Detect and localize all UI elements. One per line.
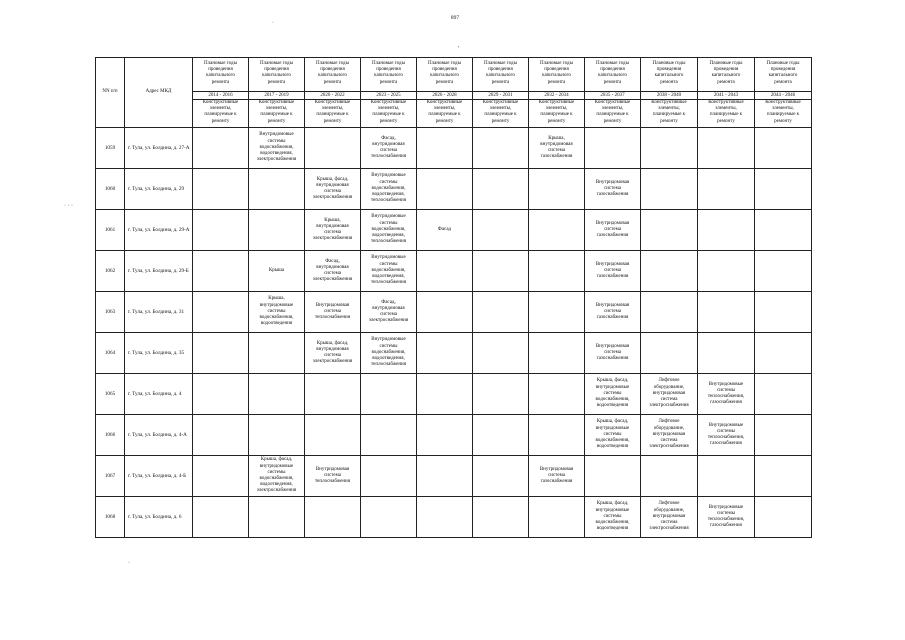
column-header-years: 2029 - 2031	[473, 92, 529, 100]
repair-elements-cell	[249, 210, 305, 251]
repair-elements-cell	[361, 497, 417, 538]
repair-elements-cell: Внутридомовая система газоснабжения	[529, 456, 585, 497]
repair-elements-cell	[193, 210, 249, 251]
column-header-years: 2017 - 2019	[249, 92, 305, 100]
repair-elements-cell: Фасад, внутридомовая система электроснабжения	[361, 292, 417, 333]
repair-elements-cell	[698, 333, 755, 374]
repair-elements-cell: Крыша, внутридомовая система электроснабжения	[305, 210, 361, 251]
repair-elements-cell	[529, 374, 585, 415]
repair-elements-cell	[585, 128, 641, 169]
row-address: г. Тула, ул. Болдина, д. 27-А	[125, 128, 193, 169]
column-header-period: Плановые годы проведения капитального ремонта	[641, 58, 698, 92]
repair-elements-cell: Внутридомовая система теплоснабжения	[305, 292, 361, 333]
repair-elements-cell	[193, 128, 249, 169]
repair-elements-cell	[193, 251, 249, 292]
column-header-elements: Конструктивные элементы, планируемые к ремонту	[698, 100, 755, 128]
repair-elements-cell: Внутридомовые системы водоснабжения, водоотведения, теплоснабжения	[361, 251, 417, 292]
repair-elements-cell	[529, 251, 585, 292]
column-header-period: Плановые годы проведения капитального ремонта	[473, 58, 529, 92]
header-row-elements	[96, 100, 812, 128]
repair-elements-cell	[193, 497, 249, 538]
repair-elements-cell	[361, 374, 417, 415]
repair-elements-cell	[641, 128, 698, 169]
repair-elements-cell	[193, 456, 249, 497]
repair-elements-cell	[417, 292, 473, 333]
repair-elements-cell	[698, 169, 755, 210]
row-address: г. Тула, ул. Болдина, д. 4-Б	[125, 456, 193, 497]
repair-elements-cell: Крыша, внутридомовые системы водоснабжения, водоотведения	[249, 292, 305, 333]
repair-elements-cell: Крыша, фасад, внутридомовая система электроснабжения	[305, 169, 361, 210]
repair-elements-cell	[641, 333, 698, 374]
scan-speck: · · ·	[64, 203, 73, 209]
repair-elements-cell	[641, 210, 698, 251]
repair-elements-cell	[529, 497, 585, 538]
column-header-elements: Конструктивные элементы, планируемые к ремонту	[755, 100, 812, 128]
scan-speck: ·	[272, 20, 274, 26]
row-address: г. Тула, ул. Болдина, д. 4	[125, 374, 193, 415]
repair-elements-cell	[305, 374, 361, 415]
repair-elements-cell	[755, 169, 812, 210]
repair-elements-cell: Лифтовое оборудование, внутридомовая система электроснабжения	[641, 497, 698, 538]
repair-elements-cell	[755, 292, 812, 333]
column-header-period: Плановые годы проведения капитального ремонта	[698, 58, 755, 92]
repair-elements-cell	[193, 415, 249, 456]
column-header-address: Адрес МКД	[125, 58, 193, 128]
repair-elements-cell	[698, 210, 755, 251]
repair-elements-cell	[529, 292, 585, 333]
repair-elements-cell	[193, 333, 249, 374]
repair-elements-cell: Внутридомовая система газоснабжения	[585, 169, 641, 210]
repair-elements-cell	[249, 374, 305, 415]
repair-elements-cell	[755, 251, 812, 292]
repair-elements-cell	[249, 497, 305, 538]
column-header-period: Плановые годы проведения капитального ремонта	[305, 58, 361, 92]
repair-elements-cell: Внутридомовые системы водоснабжения, водоотведения, теплоснабжения	[361, 210, 417, 251]
header-row-periods	[96, 58, 812, 92]
repair-elements-cell: Крыша, фасад, внутридомовая система электроснабжения	[305, 333, 361, 374]
column-header-elements: Конструктивные элементы, планируемые к ремонту	[417, 100, 473, 128]
column-header-period: Плановые годы проведения капитального ремонта	[193, 58, 249, 92]
repair-elements-cell: Внутридомовая система теплоснабжения	[305, 456, 361, 497]
column-header-period: Плановые годы проведения капитального ремонта	[249, 58, 305, 92]
capital-repair-table	[95, 57, 812, 538]
table-row	[96, 456, 812, 497]
repair-elements-cell	[473, 456, 529, 497]
repair-elements-cell	[417, 169, 473, 210]
row-number: 1066	[96, 415, 125, 456]
repair-elements-cell	[417, 456, 473, 497]
repair-elements-cell: Фасад	[417, 210, 473, 251]
repair-elements-cell: Крыша, фасад, внутридомовые системы водоснабжения, водоотведения	[585, 497, 641, 538]
table-row	[96, 251, 812, 292]
column-header-elements: Конструктивные элементы, планируемые к ремонту	[361, 100, 417, 128]
column-header-years: 2023 - 2025	[361, 92, 417, 100]
repair-elements-cell	[641, 169, 698, 210]
column-header-years: 2014 - 2016	[193, 92, 249, 100]
repair-elements-cell	[473, 374, 529, 415]
column-header-period: Плановые годы проведения капитального ремонта	[417, 58, 473, 92]
row-number: 1067	[96, 456, 125, 497]
table-row	[96, 169, 812, 210]
repair-elements-cell	[698, 456, 755, 497]
repair-elements-cell	[193, 292, 249, 333]
column-header-years: 2041 - 2043	[698, 92, 755, 100]
row-number: 1061	[96, 210, 125, 251]
repair-elements-cell	[473, 210, 529, 251]
column-header-elements: Конструктивные элементы, планируемые к ремонту	[529, 100, 585, 128]
repair-elements-cell: Внутридомовая система газоснабжения	[585, 292, 641, 333]
row-address: г. Тула, ул. Болдина, д. 6	[125, 497, 193, 538]
repair-elements-cell	[698, 251, 755, 292]
repair-elements-cell	[473, 497, 529, 538]
column-header-years: 2044 - 2046	[755, 92, 812, 100]
table-row	[96, 333, 812, 374]
repair-elements-cell: Внутридомовые системы теплоснабжения, газоснабжения	[698, 415, 755, 456]
header-row-years	[96, 92, 812, 100]
column-header-period: Плановые годы проведения капитального ремонта	[361, 58, 417, 92]
repair-elements-cell: Крыша, фасад, внутридомовые системы водоснабжения, водоотведения, электроснабжения	[249, 456, 305, 497]
repair-elements-cell: Крыша, внутридомовая система газоснабжения	[529, 128, 585, 169]
row-number: 1065	[96, 374, 125, 415]
repair-elements-cell: Лифтовое оборудование, внутридомовая система электроснабжения	[641, 415, 698, 456]
repair-elements-cell: Внутридомовые системы водоснабжения, водоотведения, теплоснабжения	[361, 169, 417, 210]
row-address: г. Тула, ул. Болдина, д. 35	[125, 333, 193, 374]
repair-elements-cell	[417, 497, 473, 538]
row-address: г. Тула, ул. Болдина, д. 31	[125, 292, 193, 333]
repair-elements-cell	[755, 210, 812, 251]
repair-elements-cell: Внутридомовая система газоснабжения	[585, 251, 641, 292]
column-header-period: Плановые годы проведения капитального ремонта	[755, 58, 812, 92]
repair-elements-cell	[529, 169, 585, 210]
column-header-period: Плановые годы проведения капитального ремонта	[585, 58, 641, 92]
table-row	[96, 292, 812, 333]
repair-elements-cell	[305, 128, 361, 169]
column-header-years: 2035 - 2037	[585, 92, 641, 100]
scan-speck: '	[458, 46, 460, 52]
repair-elements-cell	[641, 456, 698, 497]
table-row	[96, 128, 812, 169]
repair-elements-cell	[193, 169, 249, 210]
column-header-number: NN п/п	[96, 58, 125, 128]
repair-elements-cell	[529, 415, 585, 456]
column-header-years: 2032 - 2034	[529, 92, 585, 100]
column-header-elements: Конструктивные элементы, планируемые к ремонту	[249, 100, 305, 128]
repair-elements-cell	[641, 292, 698, 333]
row-address: г. Тула, ул. Болдина, д. 29	[125, 169, 193, 210]
repair-elements-cell	[249, 169, 305, 210]
repair-elements-cell: Внутридомовые системы водоснабжения, водоотведения, теплоснабжения	[361, 333, 417, 374]
repair-elements-cell	[473, 251, 529, 292]
repair-elements-cell	[473, 292, 529, 333]
repair-elements-cell	[529, 333, 585, 374]
repair-elements-cell	[305, 497, 361, 538]
repair-elements-cell: Внутридомовая система газоснабжения	[585, 210, 641, 251]
repair-elements-cell	[249, 415, 305, 456]
repair-elements-cell	[417, 415, 473, 456]
repair-elements-cell	[529, 210, 585, 251]
repair-elements-cell	[755, 415, 812, 456]
repair-elements-cell	[417, 251, 473, 292]
table-row	[96, 415, 812, 456]
row-number: 1063	[96, 292, 125, 333]
repair-elements-cell	[361, 456, 417, 497]
scan-speck: ·	[128, 560, 130, 566]
repair-elements-cell	[698, 292, 755, 333]
column-header-elements: Конструктивные элементы, планируемые к ремонту	[305, 100, 361, 128]
row-number: 1064	[96, 333, 125, 374]
repair-elements-cell: Лифтовое оборудование, внутридомовая система электроснабжения	[641, 374, 698, 415]
column-header-years: 2020 - 2022	[305, 92, 361, 100]
page-number: 897	[450, 15, 460, 21]
row-address: г. Тула, ул. Болдина, д. 29-Б	[125, 251, 193, 292]
repair-elements-cell: Внутридомовая система газоснабжения	[585, 333, 641, 374]
column-header-years: 2026 - 2028	[417, 92, 473, 100]
repair-elements-cell	[193, 374, 249, 415]
repair-elements-cell	[305, 415, 361, 456]
repair-elements-cell: Внутридомовые системы теплоснабжения, газоснабжения	[698, 497, 755, 538]
row-number: 1059	[96, 128, 125, 169]
column-header-years: 2038 - 2040	[641, 92, 698, 100]
repair-elements-cell	[361, 415, 417, 456]
row-address: г. Тула, ул. Болдина, д. 4-А	[125, 415, 193, 456]
repair-elements-cell	[417, 374, 473, 415]
table-row	[96, 497, 812, 538]
column-header-elements: Конструктивные элементы, планируемые к ремонту	[473, 100, 529, 128]
repair-elements-cell	[585, 456, 641, 497]
column-header-elements: Конструктивные элементы, планируемые к ремонту	[585, 100, 641, 128]
column-header-elements: Конструктивные элементы, планируемые к ремонту	[641, 100, 698, 128]
column-header-period: Плановые годы проведения капитального ремонта	[529, 58, 585, 92]
repair-elements-cell	[417, 333, 473, 374]
repair-elements-cell: Крыша, фасад, внутридомовые системы водоснабжения, водоотведения	[585, 374, 641, 415]
repair-elements-cell	[473, 169, 529, 210]
row-number: 1060	[96, 169, 125, 210]
repair-elements-cell: Фасад, внутридомовая система теплоснабжения	[361, 128, 417, 169]
repair-elements-cell	[641, 251, 698, 292]
repair-elements-cell	[755, 128, 812, 169]
repair-elements-cell: Крыша	[249, 251, 305, 292]
repair-elements-cell	[755, 374, 812, 415]
repair-elements-cell: Фасад, внутридомовая система электроснабжения	[305, 251, 361, 292]
table-row	[96, 374, 812, 415]
row-number: 1068	[96, 497, 125, 538]
repair-elements-cell: Внутридомовые системы водоснабжения, водоотведения, электроснабжения	[249, 128, 305, 169]
repair-elements-cell	[473, 333, 529, 374]
repair-elements-cell: Внутридомовые системы теплоснабжения, газоснабжения	[698, 374, 755, 415]
repair-elements-cell	[417, 128, 473, 169]
repair-elements-cell: Крыша, фасад, внутридомовые системы водоснабжения, водоотведения	[585, 415, 641, 456]
row-address: г. Тула, ул. Болдина, д. 29-А	[125, 210, 193, 251]
column-header-elements: Конструктивные элементы, планируемые к ремонту	[193, 100, 249, 128]
repair-elements-cell	[473, 415, 529, 456]
repair-elements-cell	[249, 333, 305, 374]
repair-elements-cell	[755, 456, 812, 497]
repair-elements-cell	[755, 333, 812, 374]
table-row	[96, 210, 812, 251]
repair-elements-cell	[473, 128, 529, 169]
row-number: 1062	[96, 251, 125, 292]
repair-elements-cell	[698, 128, 755, 169]
repair-elements-cell	[755, 497, 812, 538]
